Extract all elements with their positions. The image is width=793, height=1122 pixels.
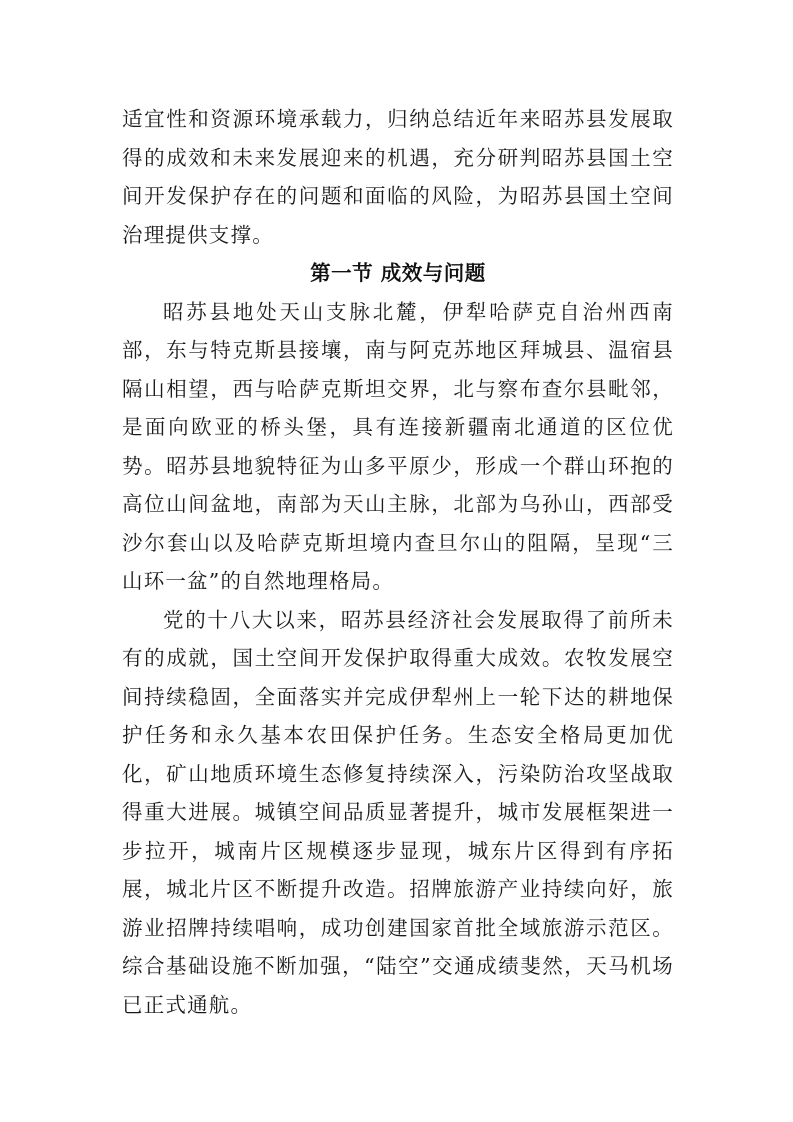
document-body [122,100,674,1024]
paragraph-achievements: 党的十八大以来，昭苏县经济社会发展取得了前所未有的成就，国土空间开发保护取得重大成效。农牧发展空间持续稳固，全面落实并完成伊犁州上一轮下达的耕地保护任务和永久基本农田保护任务。生态安全格局更加优化，矿山地质环境生态修复持续深入，污染防治攻坚战取得重大进展。城镇空间品质显著提升，城市发展框架进一步拉开，城南片区规模逐步显现，城东片区得到有序拓展，城北片区不断提升改造。招牌旅游产业持续向好，旅游业招牌持续唱响，成功创建国家首批全域旅游示范区。综合基础设施不断加强，“陆空”交通成绩斐然，天马机场已正式通航。 [122,607,674,1017]
paragraph-location: 昭苏县地处天山支脉北麓，伊犁哈萨克自治州西南部，东与特克斯县接壤，南与阿克苏地区拜城县、温宿县隔山相望，西与哈萨克斯坦交界，北与察布查尔县毗邻，是面向欧亚的桥头堡，具有连接新疆南北通道的区位优势。昭苏县地貌特征为山多平原少，形成一个群山环抱的高位山间盆地，南部为天山主脉，北部为乌孙山，西部受沙尔套山以及哈萨克斯坦境内查旦尔山的阻隔，呈现“三山环一盆”的自然地理格局。 [122,299,674,593]
continued-paragraph: 适宜性和资源环境承载力，归纳总结近年来昭苏县发展取得的成效和未来发展迎来的机遇，充分研判昭苏县国土空间开发保护存在的问题和面临的风险，为昭苏县国土空间治理提供支撑。 [122,107,674,247]
section-title: 第一节 成效与问题 [310,261,486,285]
